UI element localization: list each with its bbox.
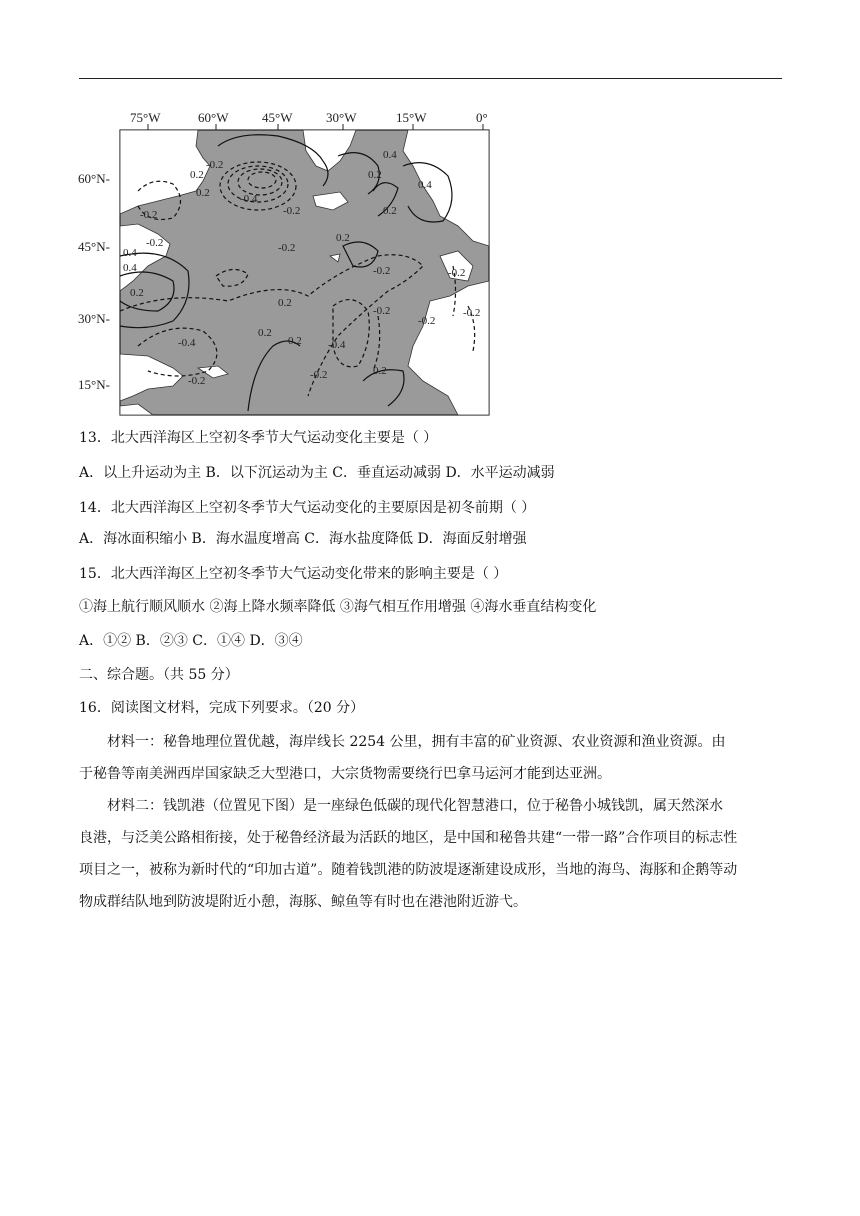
material-2-line-1: 材料二：钱凯港（位置见下图）是一座绿色低碳的现代化智慧港口，位于秘鲁小城钱凯，属天然深水 (107, 798, 723, 814)
contour-label: -0.4 (328, 339, 346, 351)
header-rule (79, 78, 782, 79)
question-15-statements: ①海上航行顺风顺水 ②海上降水频率降低 ③海气相互作用增强 ④海水垂直结构变化 (79, 599, 597, 615)
material-2-line-4: 物成群结队地到防波堤附近小憩，海豚、鲸鱼等有时也在港池附近游弋。 (79, 894, 527, 910)
contour-label: -0.2 (373, 305, 391, 317)
question-15-stem: 15．北大西洋海区上空初冬季节大气运动变化带来的影响主要是（ ） (79, 566, 508, 582)
contour-label: -0.2 (206, 159, 224, 171)
contour-label: 0.2 (196, 187, 210, 199)
question-14-options: A．海冰面积缩小 B．海水温度增高 C．海水盐度降低 D．海面反射增强 (79, 531, 527, 547)
contour-label: -0.2 (310, 369, 328, 381)
contour-label: 0.2 (368, 169, 382, 181)
contour-label: -0.2 (140, 209, 158, 221)
contour-label: 0.2 (278, 297, 292, 309)
question-13-options: A．以上升运动为主 B．以下沉运动为主 C．垂直运动减弱 D．水平运动减弱 (79, 465, 555, 481)
lon-label-75w: 75°W (130, 110, 161, 125)
contour-label: 0.2 (383, 205, 397, 217)
lon-label-60w: 60°W (198, 110, 229, 125)
material-1-line-2: 于秘鲁等南美洲西岸国家缺乏大型港口，大宗货物需要绕行巴拿马运河才能到达亚洲。 (79, 766, 611, 782)
contour-label: 0.4 (383, 149, 397, 161)
north-atlantic-contour-map (78, 106, 490, 416)
contour-label: 0.2 (130, 287, 144, 299)
contour-label: -0.4 (178, 337, 196, 349)
contour-label: 0.2 (288, 335, 302, 347)
material-2-line-2: 良港，与泛美公路相衔接，处于秘鲁经济最为活跃的地区，是中国和秘鲁共建“一带一路”合作项目的标志性 (79, 830, 738, 846)
contour-label: -0.4 (240, 193, 258, 205)
contour-label: 0.4 (123, 247, 137, 259)
contour-label: -0.2 (373, 265, 391, 277)
lon-label-0: 0° (476, 110, 488, 125)
contour-label: -0.2 (146, 237, 164, 249)
contour-label: 0.4 (418, 179, 432, 191)
lat-label-15n: 15°N- (78, 377, 110, 392)
contour-label: 0.4 (123, 262, 137, 274)
lat-label-30n: 30°N- (78, 311, 110, 326)
contour-label: 0.2 (373, 365, 387, 377)
contour-label: 0.2 (190, 169, 204, 181)
contour-label: -0.2 (448, 267, 466, 279)
material-2-line-3: 项目之一，被称为新时代的“印加古道”。随着钱凯港的防波堤逐渐建设成形，当地的海鸟、海豚和企鹅等动 (79, 862, 738, 878)
lon-label-30w: 30°W (326, 110, 357, 125)
lon-label-15w: 15°W (396, 110, 427, 125)
contour-label: 0.2 (258, 327, 272, 339)
question-15-options: A．①② B．②③ C．①④ D．③④ (79, 633, 303, 649)
material-1-line-1: 材料一：秘鲁地理位置优越，海岸线长 2254 公里，拥有丰富的矿业资源、农业资源和渔业资源。由 (107, 734, 726, 750)
lat-label-60n: 60°N- (78, 171, 110, 186)
question-14-stem: 14．北大西洋海区上空初冬季节大气运动变化的主要原因是初冬前期（ ） (79, 500, 536, 516)
question-13-stem: 13．北大西洋海区上空初冬季节大气运动变化主要是（ ） (79, 430, 438, 446)
contour-label: -0.2 (418, 315, 436, 327)
contour-label: -0.2 (283, 205, 301, 217)
contour-label: -0.2 (463, 307, 481, 319)
question-16-stem: 16．阅读图文材料，完成下列要求。（20 分） (79, 700, 365, 716)
contour-label: -0.2 (278, 242, 296, 254)
contour-label: -0.2 (188, 375, 206, 387)
lat-label-45n: 45°N- (78, 239, 110, 254)
section-heading: 二、综合题。（共 55 分） (79, 667, 239, 683)
lon-label-45w: 45°W (262, 110, 293, 125)
contour-label: 0.2 (336, 232, 350, 244)
